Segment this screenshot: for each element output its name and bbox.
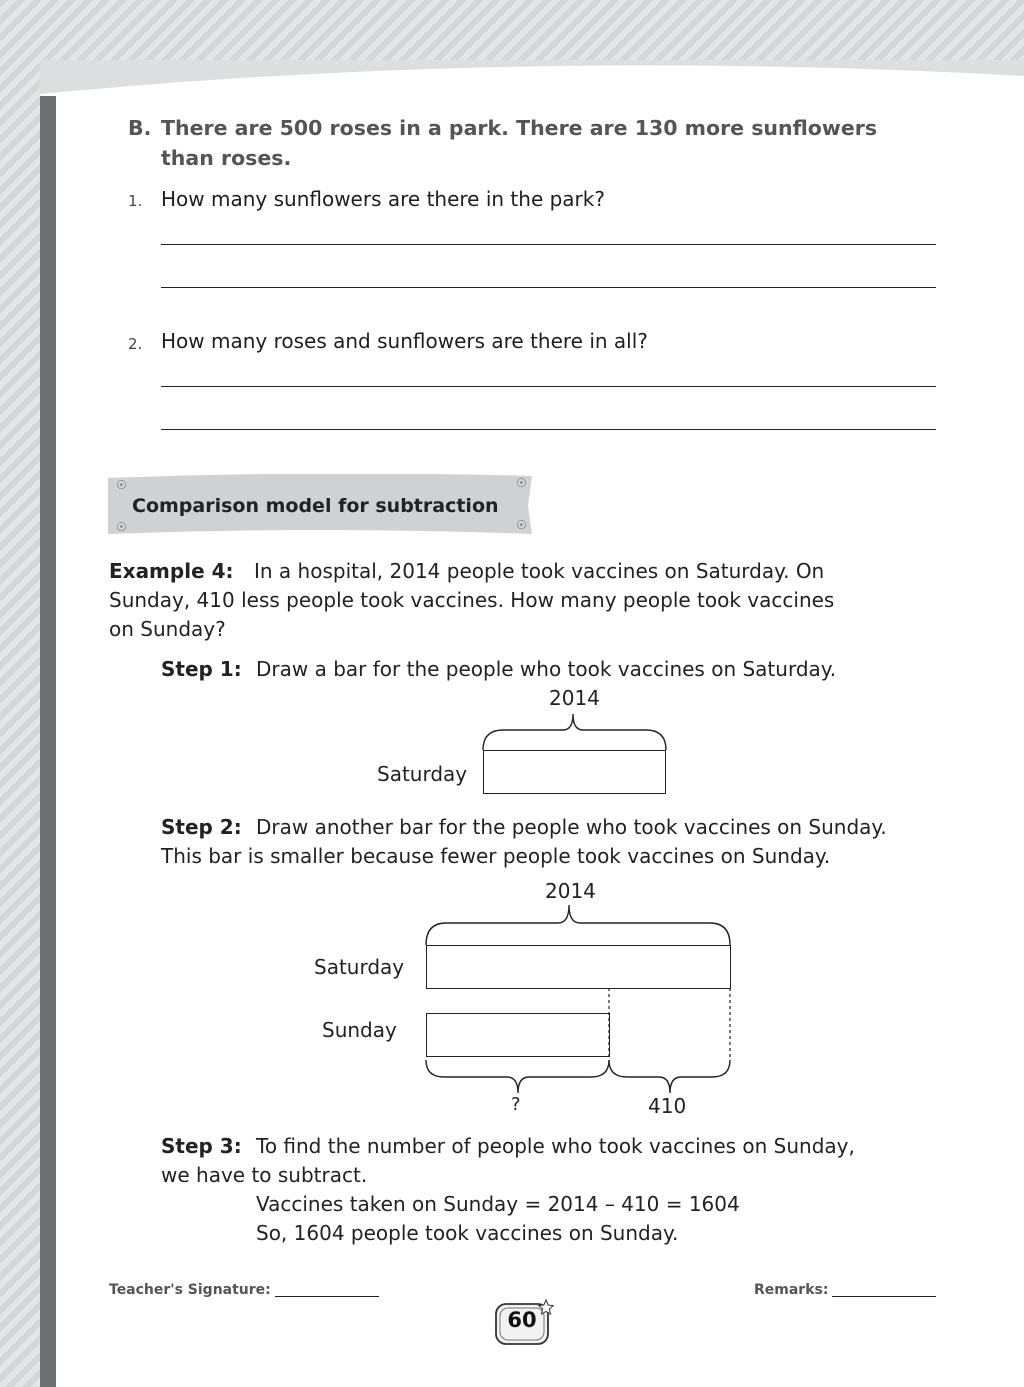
sunday-bar (426, 1013, 610, 1057)
question-2-text: How many roses and sunflowers are there in all? (161, 329, 648, 353)
question-1-text: How many sunflowers are there in the park? (161, 187, 605, 211)
answer-line[interactable] (161, 244, 936, 245)
answer-line[interactable] (161, 386, 936, 387)
step2-label: Step 2: (161, 815, 242, 839)
section-letter: B. (128, 116, 152, 140)
section-b-line1: There are 500 roses in a park. There are 130 more sunflowers (161, 116, 878, 140)
page-binding-strip (40, 96, 56, 1387)
diagram2-saturday-label: Saturday (314, 955, 405, 979)
example-label: Example 4: (109, 559, 234, 583)
step1-label: Step 1: (161, 657, 242, 681)
svg-text:☉: ☉ (516, 518, 527, 532)
difference-label: 410 (648, 1094, 687, 1118)
step3-line1: To find the number of people who took vaccines on Sunday, (256, 1134, 855, 1158)
step1-text: Draw a bar for the people who took vaccines on Saturday. (256, 657, 837, 681)
teacher-signature-label: Teacher's Signature: (109, 1282, 271, 1298)
example-line1: In a hospital, 2014 people took vaccines on Saturday. On (254, 559, 825, 583)
step3-conclusion: So, 1604 people took vaccines on Sunday. (256, 1221, 679, 1245)
question-2-number: 2. (128, 335, 143, 353)
svg-text:☉: ☉ (116, 520, 127, 534)
step2-line2: This bar is smaller because fewer people took vaccines on Sunday. (161, 844, 831, 868)
page-number: 60 (507, 1308, 537, 1332)
diagram2-sunday-label: Sunday (322, 1018, 397, 1042)
answer-line[interactable] (161, 287, 936, 288)
diagram1-saturday-label: Saturday (377, 762, 468, 786)
diagram2-braces (410, 895, 750, 1120)
answer-line[interactable] (161, 429, 936, 430)
svg-text:☉: ☉ (516, 476, 527, 490)
banner-title: Comparison model for subtraction (132, 495, 499, 517)
question-1-number: 1. (128, 192, 143, 210)
example-line2: Sunday, 410 less people took vaccines. How many people took vaccines (109, 588, 835, 612)
saturday-bar (483, 750, 666, 794)
teacher-signature-line[interactable] (275, 1296, 379, 1297)
unknown-label: ? (511, 1094, 521, 1115)
remarks-line[interactable] (832, 1296, 936, 1297)
remarks-label: Remarks: (754, 1282, 829, 1298)
example-line3: on Sunday? (109, 617, 226, 641)
step3-equation: Vaccines taken on Sunday = 2014 – 410 = 1604 (256, 1192, 740, 1216)
step2-line1: Draw another bar for the people who took vaccines on Sunday. (256, 815, 887, 839)
diagram1-total-label: 2014 (549, 686, 600, 710)
page-top-curve (40, 60, 1024, 120)
section-b-line2: than roses. (161, 146, 292, 170)
step3-line2: we have to subtract. (161, 1163, 368, 1187)
step3-label: Step 3: (161, 1134, 242, 1158)
saturday-bar (426, 945, 731, 989)
diagram2-total-label: 2014 (545, 879, 596, 903)
svg-text:☉: ☉ (116, 478, 127, 492)
